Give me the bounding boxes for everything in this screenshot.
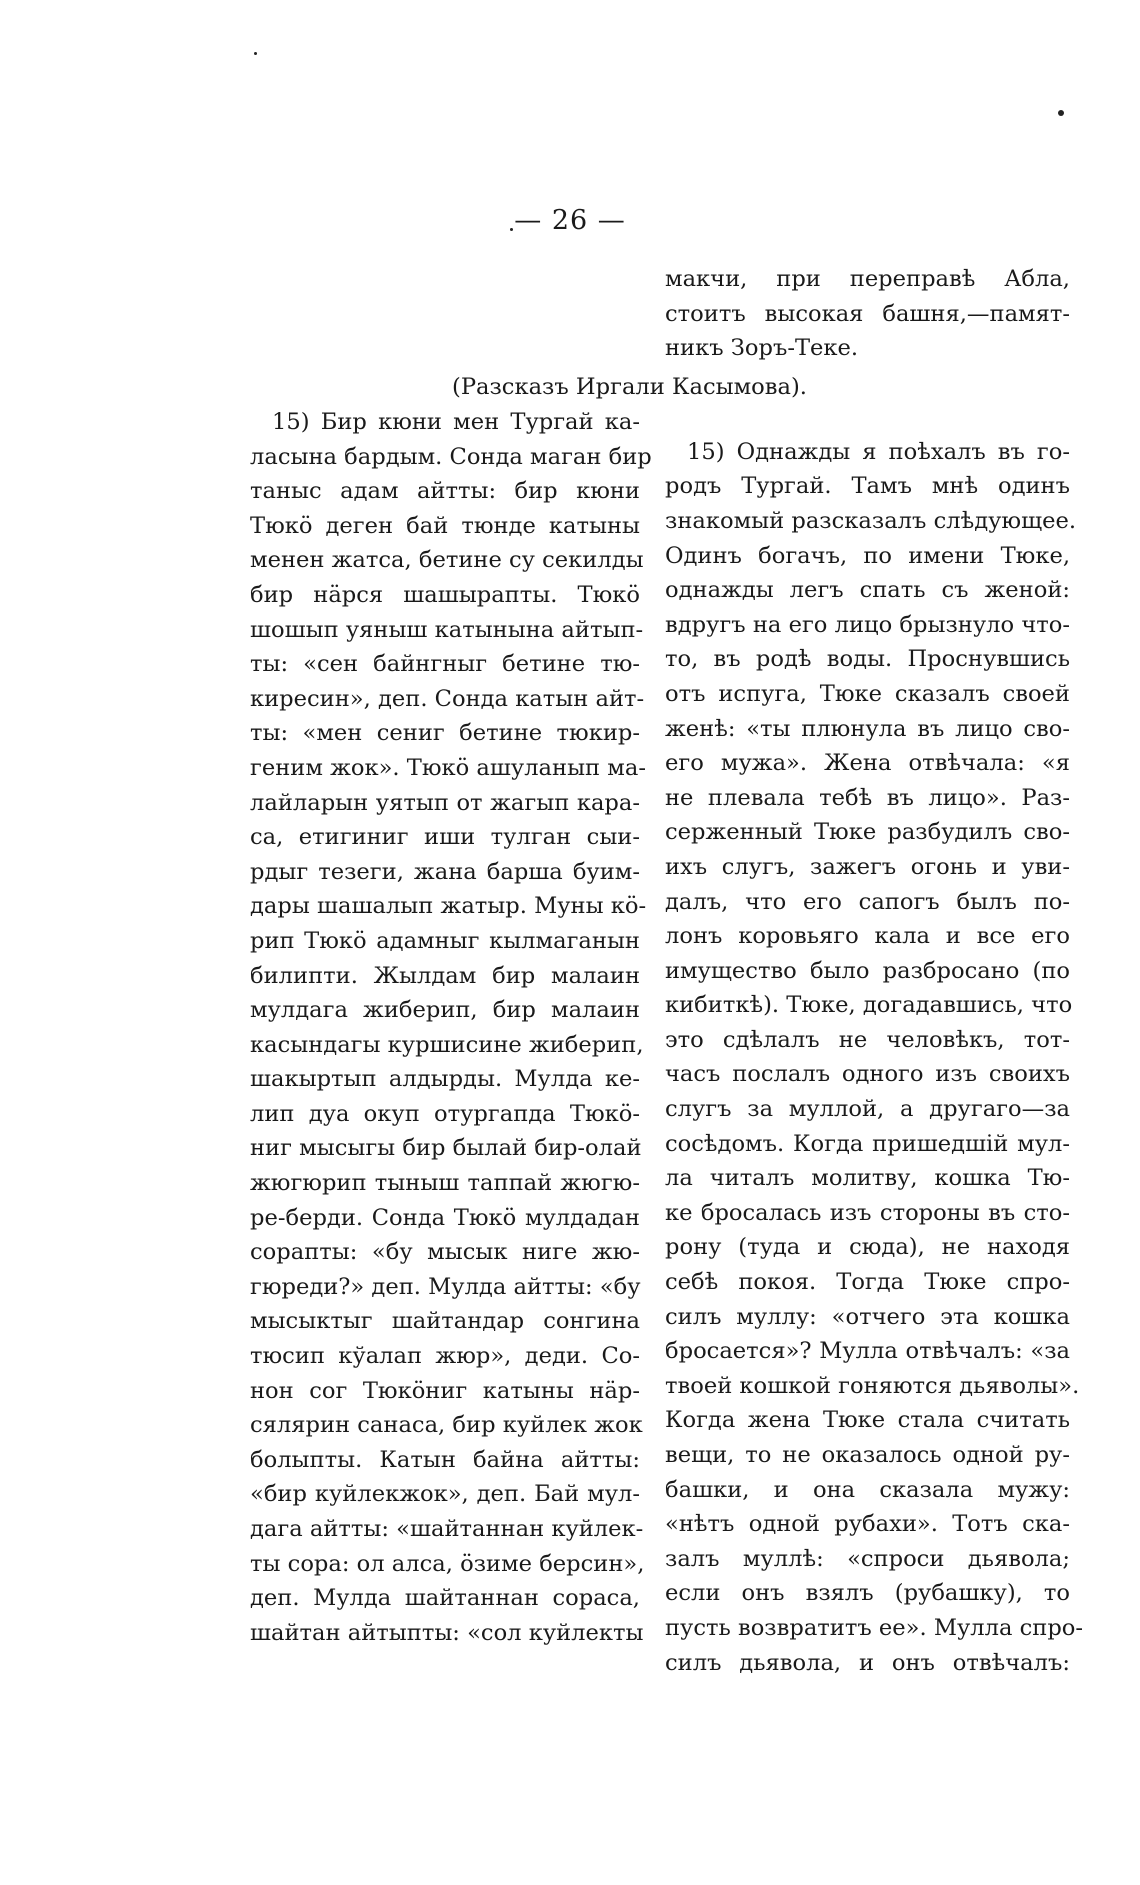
text-line: отъ испуга, Тюке сказалъ своей	[665, 680, 1070, 707]
text-line: стоитъ высокая башня,—памят-	[665, 300, 1070, 327]
text-line: силъ муллу: «отчего эта кошка	[665, 1303, 1070, 1330]
text-line: сорапты: «бу мысык ниге жю-	[250, 1239, 640, 1266]
text-line: кибиткѣ). Тюке, догадавшись, что	[665, 992, 1073, 1019]
text-line: не плевала тебѣ въ лицо». Раз-	[665, 784, 1070, 811]
text-line: имущество было разбросано (по	[665, 957, 1070, 984]
text-line: слугъ за муллой, а другаго—за	[665, 1096, 1070, 1123]
text-line: «бир куйлекжок», деп. Бай мул-	[250, 1481, 640, 1508]
text-line: ты: «сен байнгныг бетине тю-	[250, 651, 640, 678]
text-line: геним жок». Тюкö ашуланып ма-	[250, 754, 646, 781]
text-line: жюгюрип тыныш таппай жюгю-	[250, 1170, 640, 1197]
text-line: рип Тюкö адамныг кылмаганын	[250, 927, 640, 954]
text-line: таныс адам айтты: бир кюни	[250, 478, 640, 505]
text-line: мулдага жиберип, бир малаин	[250, 997, 640, 1024]
text-line: 15) Бир кюни мен Тургай ка-	[272, 409, 640, 435]
text-line: 15) Однажды я поѣхалъ въ го-	[687, 438, 1070, 465]
text-line: то, въ родѣ воды. Проснувшись	[665, 646, 1070, 673]
text-line: шошып уяныш катынына айтып-	[250, 616, 644, 643]
scan-speck	[510, 228, 513, 231]
text-line: са, етигиниг иши тулган сыи-	[250, 824, 640, 851]
text-line: женѣ: «ты плюнула въ лицо сво-	[665, 715, 1070, 742]
text-line: киресин», деп. Сонда катын айт-	[250, 685, 645, 712]
text-line: касындагы куршисине жиберип,	[250, 1031, 644, 1058]
text-line: однажды легъ спать съ женой:	[665, 577, 1070, 604]
left-column	[250, 405, 652, 1650]
text-line: болыпты. Катын байна айтты:	[250, 1446, 640, 1473]
text-line: нон сог Тюкöниг катыны нäр-	[250, 1377, 640, 1404]
text-line: ты сора: ол алса, öзиме берсин»,	[250, 1550, 645, 1577]
text-line: башки, и она сказала мужу:	[665, 1476, 1070, 1503]
text-line: пусть возвратитъ ее». Мулла спро-	[665, 1614, 1084, 1641]
text-line: Тюкö деген бай тюнде катыны	[250, 512, 640, 539]
text-line: его мужа». Жена отвѣчала: «я	[665, 750, 1070, 777]
text-line: шакыртып алдырды. Мулда ке-	[250, 1066, 640, 1093]
text-line: тюсип кўалап жюр», деди. Со-	[250, 1343, 640, 1370]
text-line: лонъ коровьяго кала и все его	[665, 923, 1070, 950]
text-line: бросается»? Мулла отвѣчалъ: «за	[665, 1338, 1070, 1365]
text-line: это сдѣлалъ не человѣкъ, тот-	[665, 1026, 1070, 1053]
scan-speck	[1058, 110, 1064, 116]
text-line: Одинъ богачъ, по имени Тюке,	[665, 542, 1070, 569]
text-line: вдругъ на его лицо брызнуло что-	[665, 611, 1070, 638]
text-line: часъ послалъ одного изъ своихъ	[665, 1061, 1070, 1088]
text-line: рону (туда и сюда), не находя	[665, 1234, 1070, 1261]
text-line: билипти. Жылдам бир малаин	[250, 962, 640, 989]
text-line: силъ дьявола, и онъ отвѣчалъ:	[665, 1649, 1070, 1676]
text-line: Когда жена Тюке стала считать	[665, 1407, 1070, 1434]
text-line: «нѣтъ одной рубахи». Тотъ ска-	[665, 1511, 1070, 1538]
text-line: рдыг тезеги, жана барша буим-	[250, 858, 640, 885]
text-line: менен жатса, бетине су секилды	[250, 547, 644, 574]
story-attribution: (Разсказъ Иргали Касымова).	[452, 374, 807, 400]
page-number: — 26 —	[514, 205, 626, 236]
text-line: сосѣдомъ. Когда пришедшій мул-	[665, 1130, 1070, 1157]
text-line: далъ, что его сапогъ былъ по-	[665, 888, 1070, 915]
text-line: бир нäрся шашырапты. Тюкö	[250, 581, 640, 608]
scan-speck	[254, 52, 257, 55]
text-line: ихъ слугъ, зажегъ огонь и уви-	[665, 853, 1070, 880]
text-line: знакомый разсказалъ слѣдующее.	[665, 507, 1077, 534]
text-line: мысыктыг шайтандар сонгина	[250, 1308, 640, 1335]
text-line: сялярин санаса, бир куйлек жок	[250, 1412, 643, 1439]
text-line: ласына бардым. Сонда маган бир	[250, 443, 652, 470]
text-line: серженный Тюке разбудилъ сво-	[665, 819, 1070, 846]
text-line: лайларын уятып от жагып кара-	[250, 789, 640, 816]
text-line: ниг мысыгы бир былай бир-олай	[250, 1135, 642, 1162]
right-column	[665, 262, 1084, 1680]
text-line: твоей кошкой гоняются дьяволы».	[665, 1372, 1080, 1399]
text-line: ре-берди. Сонда Тюкö мулдадан	[250, 1204, 640, 1231]
text-line: если онъ взялъ (рубашку), то	[665, 1580, 1070, 1607]
text-line: гюреди?» деп. Мулда айтты: «бу	[250, 1273, 641, 1300]
text-line: ла читалъ молитву, кошка Тю-	[665, 1165, 1070, 1192]
text-line: макчи, при переправѣ Абла,	[665, 266, 1070, 292]
text-line: ты: «мен сениг бетине тюкир-	[250, 720, 640, 747]
text-line: ке бросалась изъ стороны въ сто-	[665, 1199, 1070, 1226]
text-line: залъ муллѣ: «спроси дьявола;	[665, 1545, 1070, 1572]
text-line: лип дуа окуп отургапда Тюкö-	[250, 1100, 640, 1127]
text-line: никъ Зоръ-Теке.	[665, 335, 859, 362]
text-line: шайтан айтыпты: «сол куйлекты	[250, 1619, 644, 1646]
text-line: вещи, то не оказалось одной ру-	[665, 1442, 1070, 1468]
text-line: себѣ покоя. Тогда Тюке спро-	[665, 1269, 1070, 1296]
text-line: дага айтты: «шайтаннан куйлек-	[250, 1516, 644, 1542]
right-column-body	[665, 435, 1084, 1680]
text-line: деп. Мулда шайтаннан сораса,	[250, 1585, 640, 1612]
text-line: дары шашалып жатыр. Муны кö-	[250, 893, 647, 920]
right-column-top-block	[665, 262, 1070, 366]
text-line: родъ Тургай. Тамъ мнѣ одинъ	[665, 473, 1070, 500]
